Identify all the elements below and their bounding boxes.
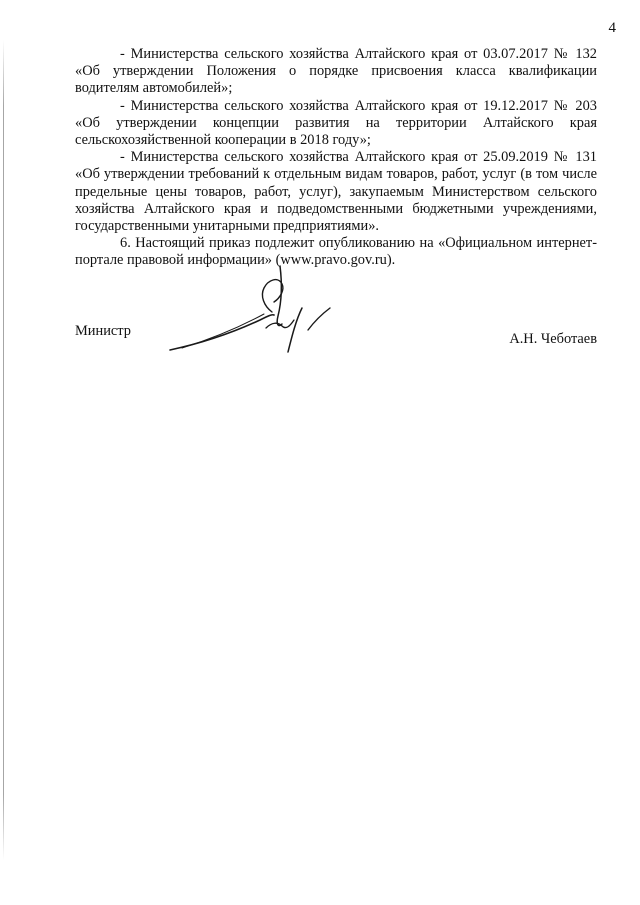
signature-block [75, 322, 597, 352]
paragraph-publication: 6. Настоящий приказ подлежит опубликованию на «Официальном интернет-портале правовой информации» (www.pravo.gov.ru). [75, 235, 597, 269]
signatory-position: Министр [75, 323, 131, 339]
paragraph-order-203: - Министерства сельского хозяйства Алтайского края от 19.12.2017 № 203 «Об утверждении концепции развития на территории Алтайского края сельскохозяйственной кооперации в 2018 году»; [75, 97, 597, 149]
page-number: 4 [608, 20, 616, 36]
paragraph-order-132: - Министерства сельского хозяйства Алтайского края от 03.07.2017 № 132 «Об утверждении Положения о порядке присвоения класса квалификации водителям автомобилей»; [75, 46, 597, 97]
document-body [75, 46, 597, 270]
scan-edge-shadow [3, 40, 4, 860]
paragraph-order-131: - Министерства сельского хозяйства Алтайского края от 25.09.2019 № 131 «Об утверждении требований к отдельным видам товаров, работ, услуг (в том числе предельные цены товаров, работ, услуг), закупаемым Министерством сельского хозяйства Алтайского края и подведомственными бюджетными учреждениями, государственными унитарными предприятиями». [75, 149, 597, 235]
signatory-name: А.Н. Чеботаев [509, 331, 597, 347]
